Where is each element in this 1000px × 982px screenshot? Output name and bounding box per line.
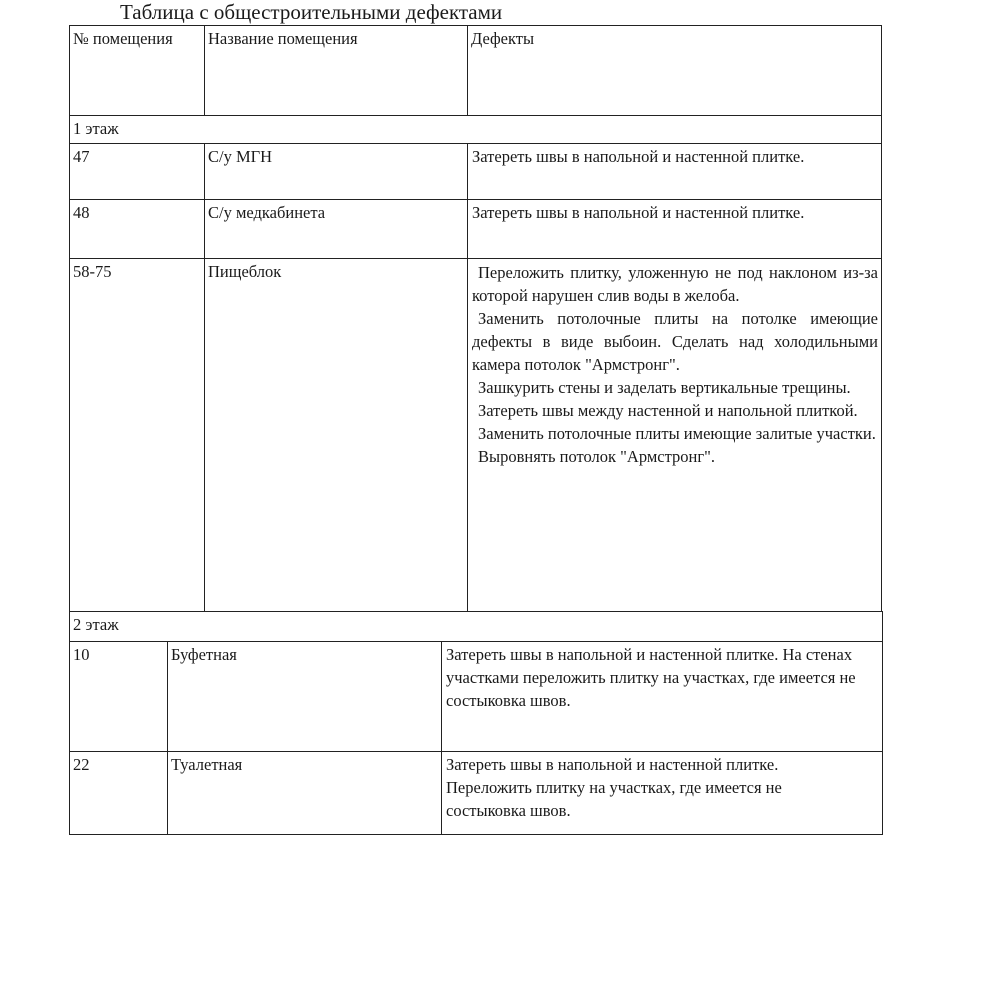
divider — [167, 641, 168, 835]
room-defects: Затереть швы в напольной и настенной плитке. Переложить плитку на участках, где имеется не состыковка швов. — [446, 755, 782, 820]
room-name: Пищеблок — [208, 262, 282, 281]
room-name: Туалетная — [171, 755, 243, 774]
defect-item: Заменить потолочные плиты на потолке имеющие дефекты в виде выбоин. Сделать над холодильными камера потолок "Армстронг". — [472, 309, 878, 374]
header-defects: Дефекты — [471, 29, 535, 48]
room-number: 22 — [73, 755, 90, 774]
defect-item: Выровнять потолок "Армстронг". — [478, 447, 715, 466]
floor-label: 2 этаж — [73, 615, 119, 634]
room-name: С/у медкабинета — [208, 203, 326, 222]
room-defects: Затереть швы в напольной и настенной плитке. — [472, 147, 805, 166]
room-number: 48 — [73, 203, 90, 222]
defect-item: Затереть швы между настенной и напольной плиткой. — [478, 401, 858, 420]
room-defects-list — [468, 260, 881, 469]
header-number: № помещения — [73, 29, 173, 48]
floor-label: 1 этаж — [73, 119, 119, 138]
room-defects: Затереть швы в напольной и настенной плитке. На стенах участками переложить плитку на участках, где имеется не состыковка швов. — [446, 645, 856, 710]
room-number: 10 — [73, 645, 90, 664]
room-defects: Затереть швы в напольной и настенной плитке. — [472, 203, 805, 222]
room-number: 58-75 — [73, 262, 112, 281]
defect-item: Переложить плитку, уложенную не под наклоном из-за которой нарушен слив воды в желоба. — [472, 263, 878, 305]
header-name: Название помещения — [208, 29, 358, 48]
defect-item: Зашкурить стены и заделать вертикальные трещины. — [478, 378, 851, 397]
room-name: С/у МГН — [208, 147, 273, 166]
room-name: Буфетная — [171, 645, 237, 664]
room-number: 47 — [73, 147, 90, 166]
defect-item: Заменить потолочные плиты имеющие залитые участки. — [478, 424, 876, 443]
document-title: Таблица с общестроительными дефектами — [120, 0, 503, 24]
